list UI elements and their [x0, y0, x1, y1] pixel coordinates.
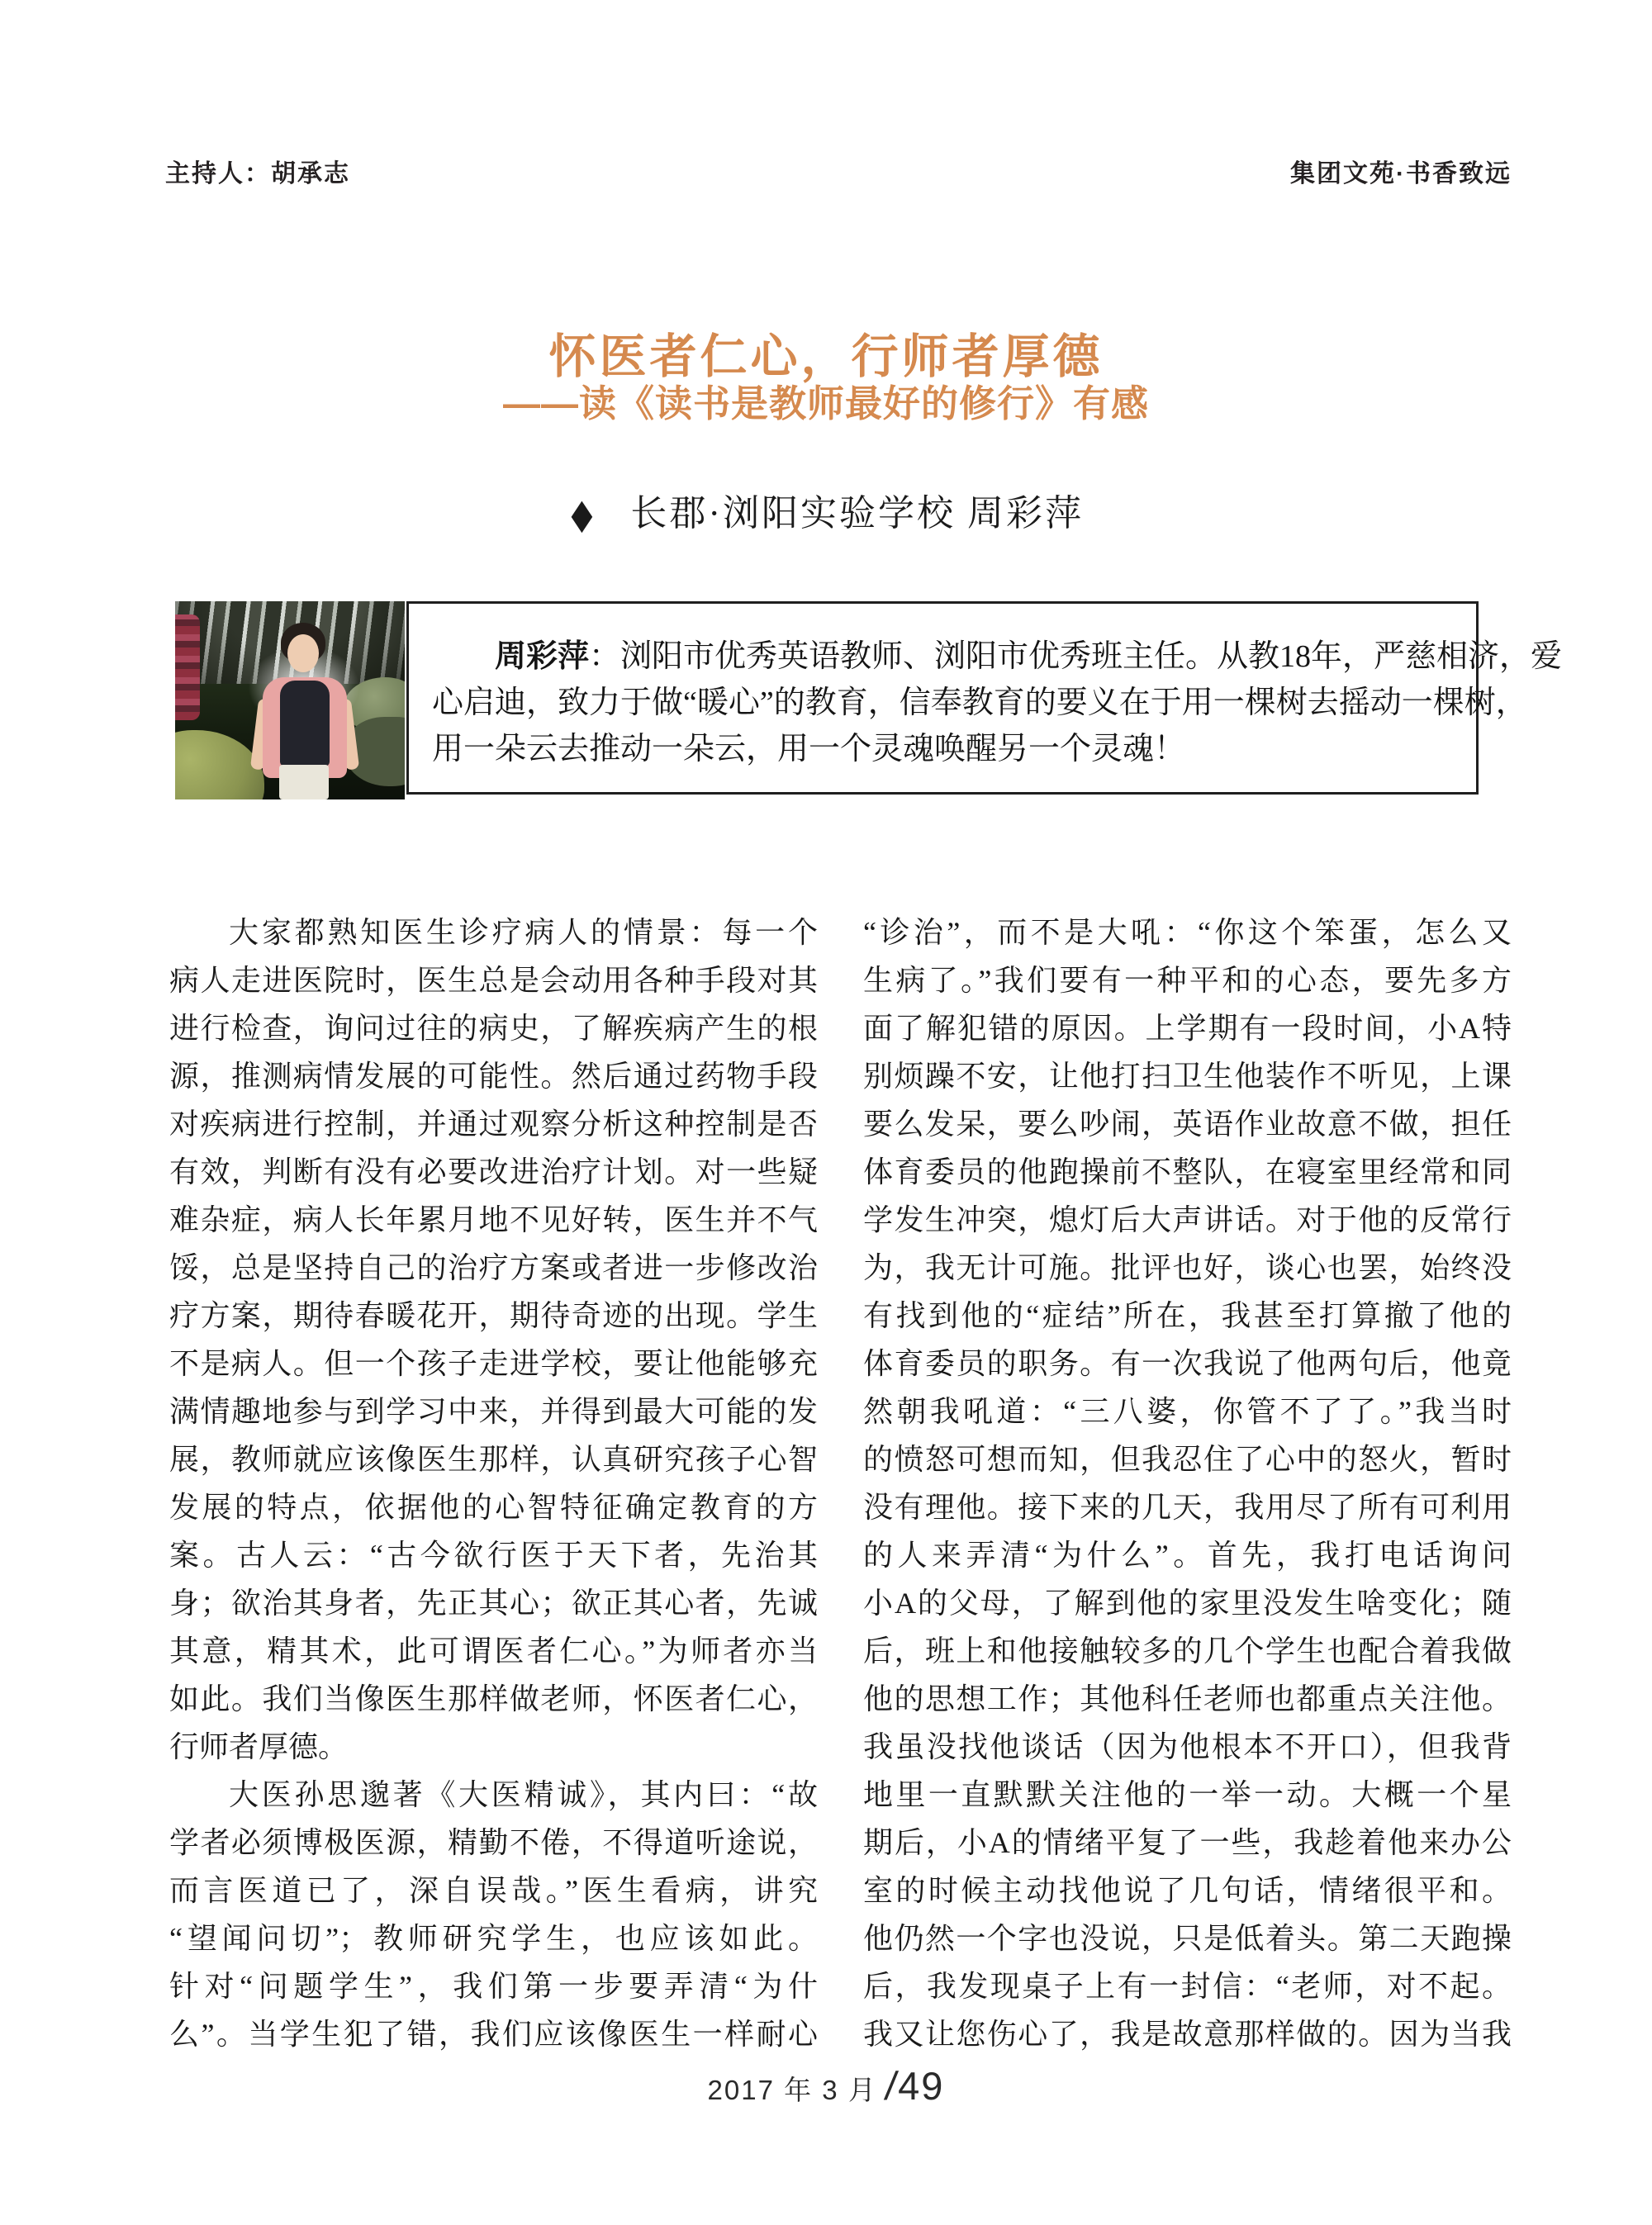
body-text-line: 源，推测病情发展的可能性。然后通过药物手段 — [169, 1060, 818, 1093]
body-text-line: 对疾病进行控制，并通过观察分析这种控制是否 — [169, 1108, 818, 1141]
body-text-line: 病人走进医院时，医生总是会动用各种手段对其 — [169, 964, 818, 997]
footer-slash: / — [882, 2065, 901, 2109]
body-text-line: 我虽没找他谈话（因为他根本不开口），但我背 — [863, 1730, 1512, 1763]
body-text-line: 地里一直默默关注他的一举一动。大概一个星 — [863, 1778, 1512, 1811]
body-text-line: 他仍然一个字也没说，只是低着头。第二天跑操 — [863, 1922, 1512, 1955]
body-text-line: 不是病人。但一个孩子走进学校，要让他能够充 — [169, 1347, 818, 1380]
article-title: 怀医者仁心，行师者厚德 — [548, 330, 1104, 383]
body-column-left — [169, 909, 818, 2058]
body-text-line: 其意，精其术，此可谓医者仁心。”为师者亦当 — [169, 1634, 818, 1668]
body-text-line: “望闻问切”；教师研究学生，也应该如此。 — [169, 1922, 818, 1955]
body-text-line: 的愤怒可想而知，但我忍住了心中的怒火，暂时 — [863, 1443, 1512, 1476]
body-text-line: 大家都熟知医生诊疗病人的情景：每一个 — [229, 916, 818, 949]
body-text-line: 满情趣地参与到学习中来，并得到最大可能的发 — [169, 1395, 818, 1428]
running-head — [165, 153, 1512, 189]
running-head-host: 主持人：胡承志 — [165, 160, 350, 187]
body-text-line: 行师者厚德。 — [169, 1730, 349, 1763]
body-text-line: 么”。当学生犯了错，我们应该像医生一样耐心 — [169, 2018, 818, 2051]
body-text-line: 然朝我吼道：“三八婆，你管不了了。”我当时 — [863, 1395, 1512, 1428]
body-text-line: 别烦躁不安，让他打扫卫生他装作不听见，上课 — [863, 1060, 1512, 1093]
body-text-line: 期后，小A的情绪平复了一些，我趁着他来办公 — [863, 1826, 1512, 1859]
bystander-figure — [175, 614, 200, 720]
body-text-line: 他的思想工作；其他科任老师也都重点关注他。 — [863, 1682, 1512, 1715]
body-text-line: 生病了。”我们要有一种平和的心态，要先多方 — [863, 964, 1512, 997]
body-text-line: 有找到他的“症结”所在，我甚至打算撤了他的 — [863, 1299, 1512, 1332]
body-text-line: 疗方案，期待春暖花开，期待奇迹的出现。学生 — [169, 1299, 818, 1332]
intro-line: 用一朵云去推动一朵云，用一个灵魂唤醒另一个灵魂！ — [432, 732, 1186, 766]
article-subtitle: ——读《读书是教师最好的修行》有感 — [502, 382, 1149, 425]
diamond-bullet-icon: ◆ — [571, 491, 595, 538]
author-intro-box — [406, 601, 1563, 795]
author-photo — [175, 601, 405, 799]
body-text-line: 案。古人云：“古今欲行医于天下者，先治其 — [169, 1539, 818, 1572]
body-text-line: 学发生冲突，熄灯后大声讲话。对于他的反常行 — [863, 1203, 1512, 1236]
author-line — [0, 483, 1652, 536]
body-text-line: 难杂症，病人长年累月地不见好转，医生并不气 — [169, 1203, 818, 1236]
body-text-line: 后，班上和他接触较多的几个学生也配合着我做 — [863, 1634, 1512, 1668]
body-text-line: 我又让您伤心了，我是故意那样做的。因为当我 — [863, 2018, 1512, 2051]
body-text-line: 展，教师就应该像医生那样，认真研究孩子心智 — [169, 1443, 818, 1476]
body-text-line: 后，我发现桌子上有一封信：“老师，对不起。 — [863, 1970, 1512, 2003]
figure-black-top — [280, 681, 330, 766]
intro-line-1-text: ：浏阳市优秀英语教师、浏阳市优秀班主任。从教18年，严慈相济，爱 — [589, 639, 1563, 674]
body-text-line: 没有理他。接下来的几天，我用尽了所有可利用 — [863, 1491, 1512, 1524]
footer-issue-date: 2017 年 3 月 — [707, 2075, 877, 2105]
body-text-line: 要么发呆，要么吵闹，英语作业故意不做，担任 — [863, 1108, 1512, 1141]
body-text-line: 学者必须博极医源，精勤不倦，不得道听途说， — [169, 1826, 818, 1859]
figure-white-pants — [279, 765, 329, 799]
body-text-line: 如此。我们当像医生那样做老师，怀医者仁心， — [169, 1682, 818, 1715]
body-text-line: 室的时候主动找他说了几句话，情绪很平和。 — [863, 1874, 1512, 1907]
intro-line: 心启迪，致力于做“暖心”的教育，信奉教育的要义在于用一棵树去摇动一棵树， — [432, 686, 1527, 720]
body-text-line: 体育委员的他跑操前不整队，在寝室里经常和同 — [863, 1155, 1512, 1188]
body-text-line: 的人来弄清“为什么”。首先，我打电话询问 — [863, 1539, 1512, 1572]
footer-page-number: 49 — [898, 2064, 945, 2108]
body-text-line: “诊治”，而不是大吼：“你这个笨蛋，怎么又 — [863, 916, 1512, 949]
body-column-right — [863, 909, 1512, 2058]
body-text-line: 而言医道已了，深自误哉。”医生看病，讲究 — [169, 1874, 818, 1907]
body-text-line: 发展的特点，依据他的心智特征确定教育的方 — [169, 1491, 818, 1524]
body-text-line: 针对“问题学生”，我们第一步要弄清“为什 — [169, 1970, 818, 2003]
body-text-line: 进行检查，询问过往的病史，了解疾病产生的根 — [169, 1012, 818, 1045]
figure-face — [287, 634, 319, 672]
body-text-line: 馁，总是坚持自己的治疗方案或者进一步修改治 — [169, 1251, 818, 1284]
page-footer — [0, 2063, 1652, 2109]
body-text-line: 体育委员的职务。有一次我说了他两句后，他竟 — [863, 1347, 1512, 1380]
author-affiliation-name: 长郡·浏阳实验学校 周彩萍 — [630, 493, 1084, 534]
body-text-line: 小A的父母，了解到他的家里没发生啥变化；随 — [863, 1587, 1512, 1620]
intro-author-name: 周彩萍 — [495, 639, 590, 674]
body-text-line: 为，我无计可施。批评也好，谈心也罢，始终没 — [863, 1251, 1512, 1284]
running-head-section: 集团文苑·书香致远 — [1290, 160, 1512, 187]
body-text-line: 大医孙思邈著《大医精诚》，其内曰：“故 — [229, 1778, 818, 1811]
body-text-line: 面了解犯错的原因。上学期有一段时间，小A特 — [863, 1012, 1512, 1045]
body-text-line: 身；欲治其身者，先正其心；欲正其心者，先诚 — [169, 1587, 818, 1620]
intro-line — [432, 633, 1563, 680]
body-text-line: 有效，判断有没有必要改进治疗计划。对一些疑 — [169, 1155, 818, 1188]
